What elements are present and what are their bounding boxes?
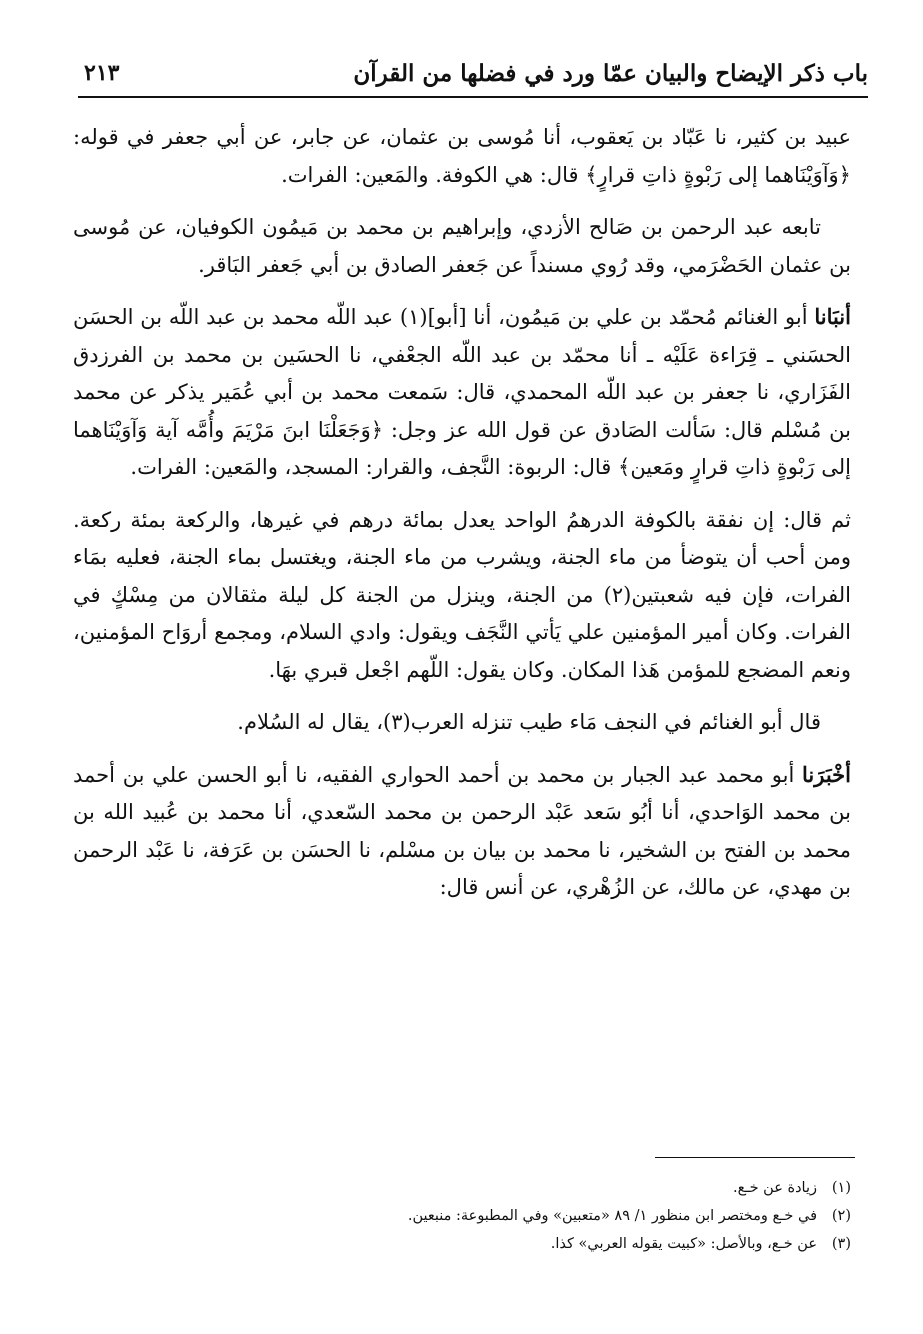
page-number: ٢١٣ <box>84 60 120 86</box>
paragraph-lead: أنبَانا <box>814 304 851 329</box>
paragraph-6 <box>73 756 851 907</box>
paragraph-3 <box>73 298 851 487</box>
paragraph-text: قال أبو الغنائم في النجف مَاء طيب تنزله العرب(٣)، يقال له السُلام. <box>237 710 821 734</box>
footnote-number: (١) <box>831 1180 851 1196</box>
chapter-title: باب ذكر الإيضاح والبيان عمّا ورد في فضلها من القرآن <box>353 60 868 87</box>
footnote-2 <box>73 1202 851 1230</box>
paragraph-5 <box>73 703 851 742</box>
paragraph-text: تابعه عبد الرحمن بن صَالح الأزدي، وإبراهيم بن محمد بن مَيمُون الكوفيان، عن مُوسى بن عثمان الحَضْرَمي، وقد رُوي مسنداً عن جَعفر الصادق بن أبي جَعفر البَاقر. <box>73 215 851 277</box>
footnote-number: (٣) <box>831 1236 851 1252</box>
footnote-1 <box>73 1174 851 1202</box>
footnote-divider <box>655 1157 855 1158</box>
footnote-3 <box>73 1230 851 1258</box>
paragraph-text: أبو محمد عبد الجبار بن محمد بن أحمد الحواري الفقيه، نا أبو الحسن علي بن أحمد بن محمد الوَاحدي، أنا أبُو سَعد عَبْد الرحمن بن محمد السّعدي، أنا محمد بن عُبيد الله بن محمد بن الفتح بن الشخير، نا محمد بن بيان بن مسْلم، نا الحسَن بن عَرَفة، نا عَبْد الرحمن بن مهدي، عن مالك، عن الزُهْري، عن أنس قال: <box>73 762 851 899</box>
main-text <box>73 118 851 907</box>
paragraph-text: عبيد بن كثير، نا عَبّاد بن يَعقوب، أنا مُوسى بن عثمان، عن جابر، عن أبي جعفر في قوله: ﴿وَآوَيْنَاهما إلى رَبْوةٍ ذاتِ قرارٍ﴾ قال: هي الكوفة. والمَعين: الفرات. <box>73 125 851 187</box>
running-header <box>78 52 868 98</box>
footnote-text: في خـع ومختصر ابن منظور ١/ ٨٩ «متعبين» وفي المطبوعة: منبعين. <box>407 1208 817 1224</box>
paragraph-4 <box>73 501 851 690</box>
footnotes <box>73 1174 851 1258</box>
footnote-text: زيادة عن خـع. <box>733 1180 817 1196</box>
paragraph-text: أبو الغنائم مُحمّد بن علي بن مَيمُون، أنا [أبو](١) عبد اللّه محمد بن عبد اللّه بن الحسَن الحسَني ـ قِرَاءة عَلَيْه ـ أنا محمّد بن عبد اللّه الجعْفي، نا الحسَين بن محمد بن الفرزدق الفَزَاري، نا جعفر بن عبد اللّه المحمدي، قال: سَمعت محمد بن أبي عُمَير يذكر عن محمد بن مُسْلم قال: سَألت الصَادق عن قول الله عز وجل: ﴿وَجَعَلْنَا ابنَ مَرْيَمَ وأُمَّه آية وَآوَيْنَاهما إلى رَبْوةٍ ذاتِ قرارٍ ومَعين﴾ قال: الربوة: النَّجف، والقرار: المسجد، والمَعين: الفرات. <box>73 305 851 479</box>
paragraph-text: ثم قال: إن نفقة بالكوفة الدرهمُ الواحد يعدل بمائة درهم في غيرها، والركعة بمئة ركعة. ومن أحب أن يتوضأ من ماء الجنة، ويشرب من ماء الجنة، ويغتسل بماء الجنة، فعليه بمَاء الفرات، فإن فيه شعبتين(٢) من الجنة، وينزل من الجنة كل ليلة مثقالان من مِسْكٍ في الفرات. وكان أمير المؤمنين علي يَأتي النَّجَف ويقول: وادي السلام، ومجمع أروَاح المؤمنين، ونعم المضجع للمؤمن هَذا المكان. وكان يقول: اللّهم اجْعل قبري بهَا. <box>73 507 851 682</box>
paragraph-1 <box>73 118 851 194</box>
footnote-number: (٢) <box>831 1208 851 1224</box>
paragraph-lead: أخْبَرَنا <box>802 761 851 787</box>
paragraph-2 <box>73 208 851 284</box>
footnote-text: عن خـع، وبالأصل: «كبيت يقوله العربي» كذا. <box>550 1236 817 1252</box>
